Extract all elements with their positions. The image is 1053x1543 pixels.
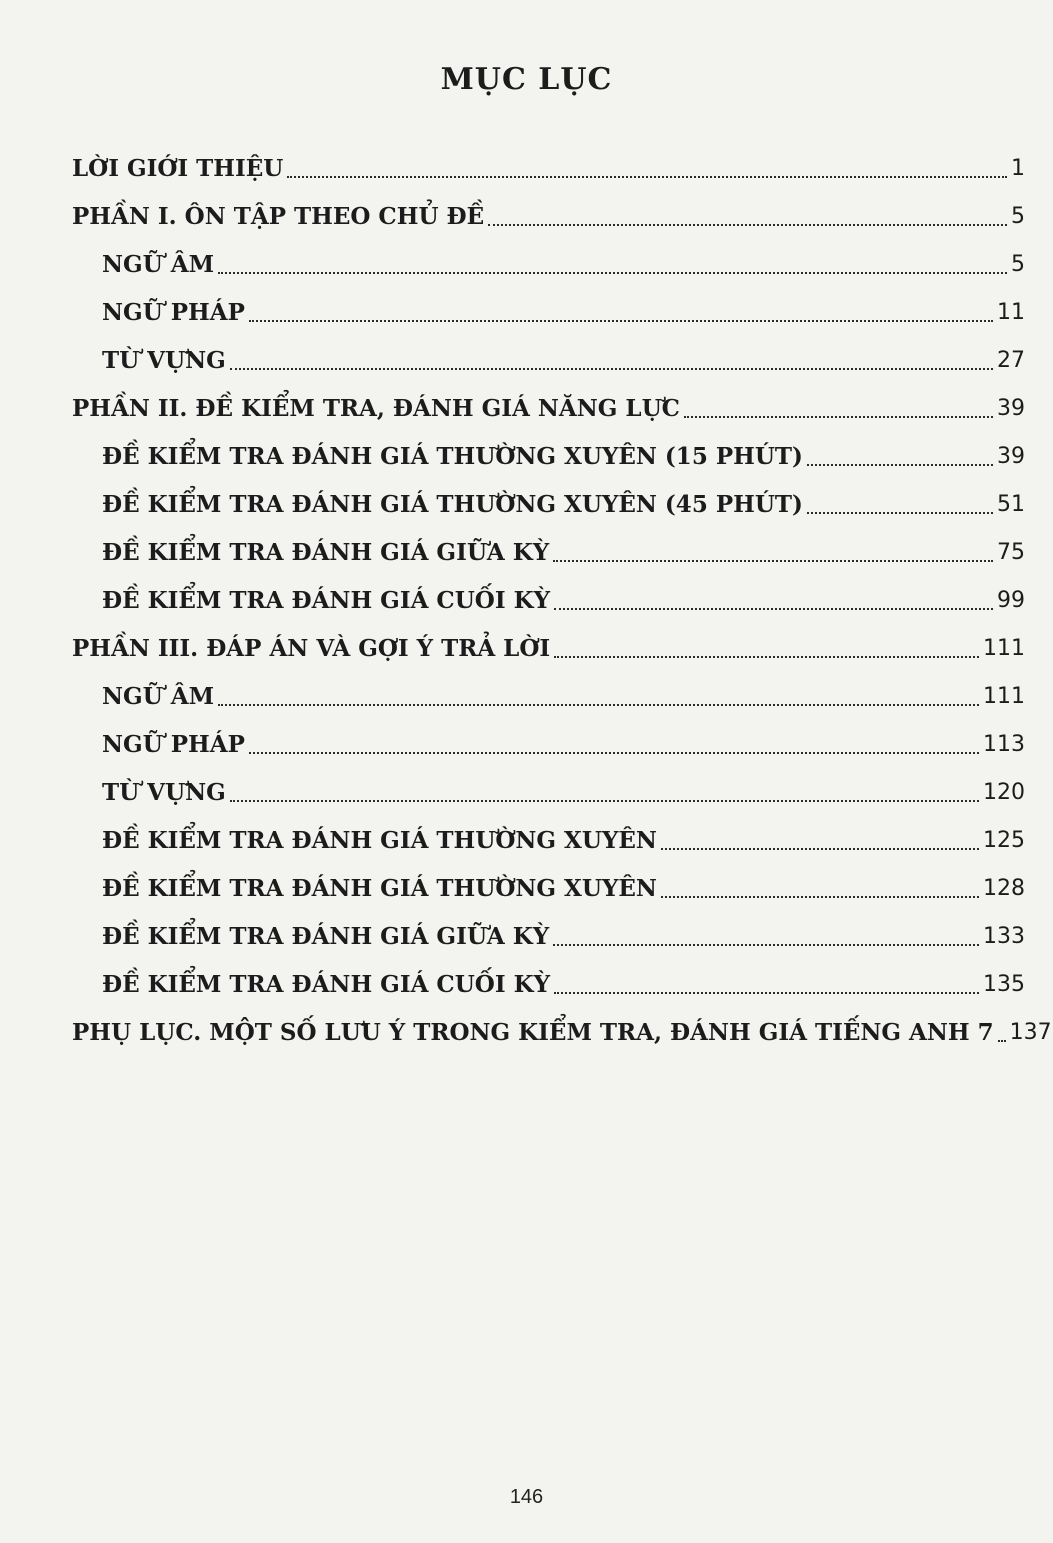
toc-entry-label: ĐỀ KIỂM TRA ĐÁNH GIÁ CUỐI KỲ [102,971,551,998]
toc-entry-label: PHỤ LỤC. MỘT SỐ LƯU Ý TRONG KIỂM TRA, ĐÁNH GIÁ TIẾNG ANH 7 [72,1019,994,1046]
toc-leader-dots [554,608,993,610]
toc-leader-dots [684,416,993,418]
toc-entry [72,624,1025,664]
toc-entry [72,384,1025,424]
toc-entry-page: 133 [983,924,1025,949]
toc-leader-dots [218,704,979,706]
toc-entry-label: NGỮ PHÁP [102,299,245,326]
toc-entry-label: NGỮ ÂM [102,683,215,710]
toc-leader-dots [553,944,979,946]
toc-entry-label: ĐỀ KIỂM TRA ĐÁNH GIÁ THƯỜNG XUYÊN (45 PHÚT) [102,491,803,518]
toc-entry-page: 1 [1011,156,1025,181]
toc-leader-dots [553,560,993,562]
toc-entry [102,816,1025,856]
toc-entry [102,768,1025,808]
toc-leader-dots [807,512,993,514]
toc-leader-dots [287,176,1007,178]
toc-entry-page: 27 [997,348,1025,373]
toc-leader-dots [554,992,979,994]
toc-entry-page: 99 [997,588,1025,613]
toc-entry [102,336,1025,376]
toc-entry-page: 75 [997,540,1025,565]
toc-leader-dots [249,752,979,754]
toc-entry-label: ĐỀ KIỂM TRA ĐÁNH GIÁ THƯỜNG XUYÊN [102,875,657,902]
toc-entry-page: 128 [983,876,1025,901]
toc-entry [102,432,1025,472]
toc-entry [102,576,1025,616]
toc-leader-dots [230,368,993,370]
toc-leader-dots [807,464,993,466]
toc-entry-page: 39 [997,444,1025,469]
toc-entry [72,144,1025,184]
toc-leader-dots [554,656,979,658]
toc-leader-dots [488,224,1007,226]
toc-entry-label: LỜI GIỚI THIỆU [72,155,284,182]
toc-entry-label: NGỮ PHÁP [102,731,245,758]
toc-leader-dots [661,896,979,898]
toc-entry [102,528,1025,568]
toc-entry-label: PHẦN I. ÔN TẬP THEO CHỦ ĐỀ [72,203,485,230]
toc-entry [102,912,1025,952]
toc-leader-dots [661,848,979,850]
toc-entry-page: 51 [997,492,1025,517]
toc-entry [72,1008,1052,1048]
toc-entry-label: ĐỀ KIỂM TRA ĐÁNH GIÁ GIỮA KỲ [102,539,550,566]
toc-entry-label: NGỮ ÂM [102,251,215,278]
toc-entry [102,960,1025,1000]
toc-entry-page: 113 [983,732,1025,757]
toc-entry [102,672,1025,712]
toc-leader-dots [230,800,979,802]
toc-entry-page: 125 [983,828,1025,853]
toc-entry-label: TỪ VỰNG [102,347,226,374]
toc-entry-page: 5 [1011,252,1025,277]
toc-entry-label: PHẦN III. ĐÁP ÁN VÀ GỢI Ý TRẢ LỜI [72,635,551,662]
toc-entry-label: ĐỀ KIỂM TRA ĐÁNH GIÁ THƯỜNG XUYÊN (15 PHÚT) [102,443,803,470]
toc-entry [102,720,1025,760]
page-title: MỤC LỤC [440,62,613,97]
toc-entry-page: 111 [983,636,1025,661]
toc-entry-label: ĐỀ KIỂM TRA ĐÁNH GIÁ GIỮA KỲ [102,923,550,950]
toc-leader-dots [998,1040,1006,1042]
toc-entry-label: ĐỀ KIỂM TRA ĐÁNH GIÁ CUỐI KỲ [102,587,551,614]
toc-entry [102,864,1025,904]
toc-entry-page: 120 [983,780,1025,805]
toc-entry-page: 39 [997,396,1025,421]
toc-leader-dots [249,320,993,322]
toc-entry-label: PHẦN II. ĐỀ KIỂM TRA, ĐÁNH GIÁ NĂNG LỰC [72,395,680,422]
toc-entry-page: 135 [983,972,1025,997]
toc-leader-dots [218,272,1007,274]
toc-entry [102,480,1025,520]
toc-entry-label: ĐỀ KIỂM TRA ĐÁNH GIÁ THƯỜNG XUYÊN [102,827,657,854]
toc-entry-page: 5 [1011,204,1025,229]
toc-entry-page: 111 [983,684,1025,709]
toc-entry [72,192,1025,232]
toc-entry-page: 11 [997,300,1025,325]
page-number: 146 [509,1486,544,1508]
toc-entry-label: TỪ VỰNG [102,779,226,806]
toc-entry [102,288,1025,328]
toc-entry-page: 137 [1009,1020,1052,1045]
toc-entry [102,240,1025,280]
